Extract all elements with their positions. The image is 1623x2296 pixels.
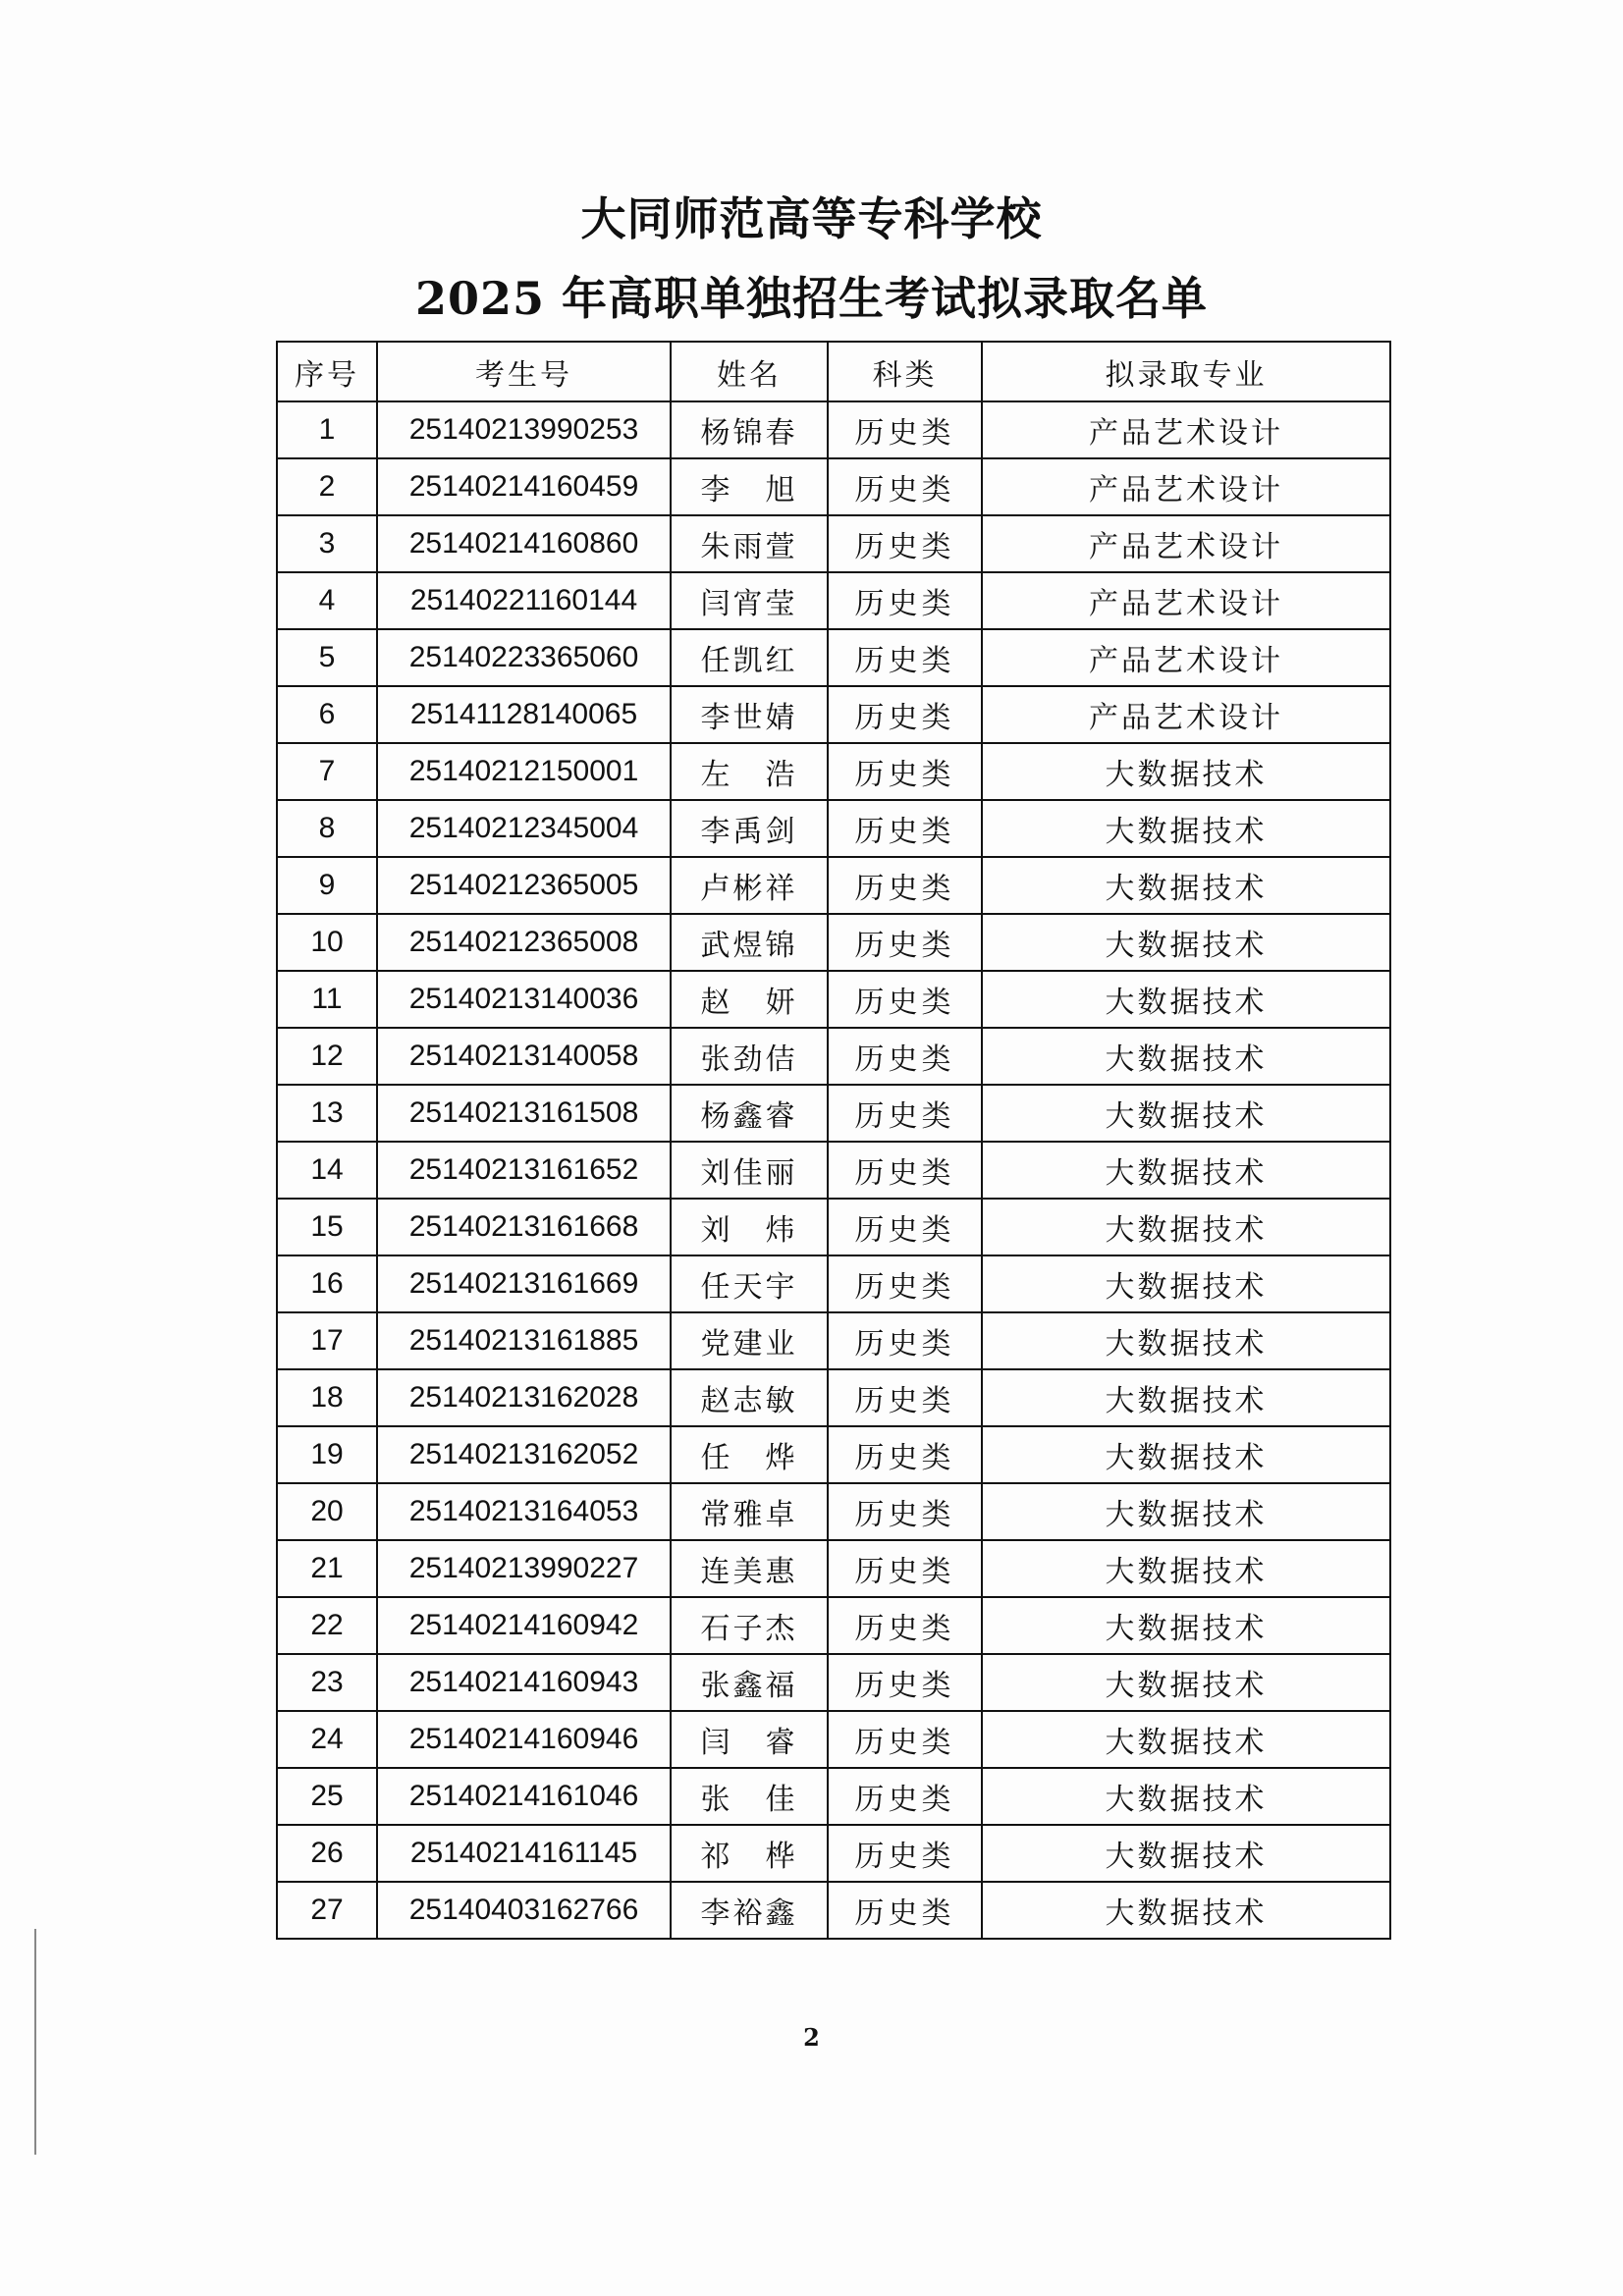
cell-major: 产品艺术设计 [982, 629, 1390, 686]
cell-candidate-id: 25140403162766 [377, 1882, 671, 1939]
cell-major: 大数据技术 [982, 857, 1390, 914]
cell-serial: 3 [277, 515, 377, 572]
cell-candidate-id: 25140213164053 [377, 1483, 671, 1540]
cell-name: 赵志敏 [671, 1369, 828, 1426]
cell-category: 历史类 [828, 800, 982, 857]
table-row [277, 971, 1390, 1028]
cell-major: 大数据技术 [982, 1882, 1390, 1939]
cell-name: 祁 桦 [671, 1825, 828, 1882]
cell-major: 大数据技术 [982, 1825, 1390, 1882]
cell-major: 大数据技术 [982, 1426, 1390, 1483]
table-row [277, 1426, 1390, 1483]
cell-major: 产品艺术设计 [982, 515, 1390, 572]
cell-name: 任凯红 [671, 629, 828, 686]
table-row [277, 401, 1390, 458]
header-name: 姓名 [671, 342, 828, 401]
cell-category: 历史类 [828, 686, 982, 743]
cell-candidate-id: 25140214161046 [377, 1768, 671, 1825]
cell-category: 历史类 [828, 1312, 982, 1369]
cell-category: 历史类 [828, 1028, 982, 1085]
cell-candidate-id: 25140214160943 [377, 1654, 671, 1711]
table-row [277, 800, 1390, 857]
cell-serial: 20 [277, 1483, 377, 1540]
cell-candidate-id: 25140214161145 [377, 1825, 671, 1882]
cell-category: 历史类 [828, 857, 982, 914]
cell-name: 李裕鑫 [671, 1882, 828, 1939]
table-row [277, 572, 1390, 629]
cell-candidate-id: 25140213140036 [377, 971, 671, 1028]
cell-major: 产品艺术设计 [982, 686, 1390, 743]
cell-major: 大数据技术 [982, 914, 1390, 971]
cell-serial: 10 [277, 914, 377, 971]
table-row [277, 1142, 1390, 1199]
table-row [277, 1540, 1390, 1597]
header-category: 科类 [828, 342, 982, 401]
cell-candidate-id: 25140213990227 [377, 1540, 671, 1597]
cell-category: 历史类 [828, 1825, 982, 1882]
cell-category: 历史类 [828, 971, 982, 1028]
header-serial: 序号 [277, 342, 377, 401]
cell-serial: 26 [277, 1825, 377, 1882]
cell-serial: 21 [277, 1540, 377, 1597]
cell-serial: 1 [277, 401, 377, 458]
cell-candidate-id: 25140212345004 [377, 800, 671, 857]
cell-major: 大数据技术 [982, 1654, 1390, 1711]
cell-major: 大数据技术 [982, 1369, 1390, 1426]
cell-name: 任天宇 [671, 1255, 828, 1312]
cell-candidate-id: 25140223365060 [377, 629, 671, 686]
cell-serial: 18 [277, 1369, 377, 1426]
cell-candidate-id: 25141128140065 [377, 686, 671, 743]
cell-name: 朱雨萱 [671, 515, 828, 572]
cell-major: 大数据技术 [982, 1142, 1390, 1199]
cell-serial: 19 [277, 1426, 377, 1483]
cell-name: 张劲佶 [671, 1028, 828, 1085]
cell-category: 历史类 [828, 743, 982, 800]
cell-serial: 8 [277, 800, 377, 857]
cell-candidate-id: 25140213990253 [377, 401, 671, 458]
cell-name: 石子杰 [671, 1597, 828, 1654]
cell-category: 历史类 [828, 1711, 982, 1768]
table-row [277, 458, 1390, 515]
table-row [277, 1369, 1390, 1426]
cell-name: 刘 炜 [671, 1199, 828, 1255]
cell-category: 历史类 [828, 401, 982, 458]
cell-category: 历史类 [828, 1540, 982, 1597]
table-row [277, 1085, 1390, 1142]
cell-major: 大数据技术 [982, 1711, 1390, 1768]
admission-table [276, 341, 1391, 1940]
table-row [277, 1255, 1390, 1312]
cell-major: 大数据技术 [982, 1028, 1390, 1085]
table-row [277, 1312, 1390, 1369]
cell-category: 历史类 [828, 1597, 982, 1654]
cell-major: 大数据技术 [982, 1199, 1390, 1255]
cell-category: 历史类 [828, 572, 982, 629]
cell-name: 闫宵莹 [671, 572, 828, 629]
page-number: 2 [803, 2023, 820, 2052]
cell-major: 产品艺术设计 [982, 572, 1390, 629]
cell-serial: 7 [277, 743, 377, 800]
cell-serial: 9 [277, 857, 377, 914]
table-row [277, 1654, 1390, 1711]
cell-name: 闫 睿 [671, 1711, 828, 1768]
cell-serial: 22 [277, 1597, 377, 1654]
cell-major: 大数据技术 [982, 1540, 1390, 1597]
cell-name: 刘佳丽 [671, 1142, 828, 1199]
table-row [277, 1483, 1390, 1540]
cell-major: 产品艺术设计 [982, 401, 1390, 458]
table-row [277, 1825, 1390, 1882]
header-major: 拟录取专业 [982, 342, 1390, 401]
cell-candidate-id: 25140213161652 [377, 1142, 671, 1199]
cell-major: 大数据技术 [982, 1483, 1390, 1540]
table-row [277, 1711, 1390, 1768]
cell-serial: 27 [277, 1882, 377, 1939]
cell-candidate-id: 25140213161668 [377, 1199, 671, 1255]
table-row [277, 743, 1390, 800]
cell-category: 历史类 [828, 1369, 982, 1426]
cell-serial: 25 [277, 1768, 377, 1825]
cell-category: 历史类 [828, 914, 982, 971]
cell-serial: 13 [277, 1085, 377, 1142]
cell-category: 历史类 [828, 1142, 982, 1199]
cell-major: 大数据技术 [982, 1312, 1390, 1369]
cell-name: 杨鑫睿 [671, 1085, 828, 1142]
cell-serial: 5 [277, 629, 377, 686]
cell-major: 大数据技术 [982, 1255, 1390, 1312]
cell-category: 历史类 [828, 458, 982, 515]
cell-candidate-id: 25140212365008 [377, 914, 671, 971]
cell-major: 大数据技术 [982, 743, 1390, 800]
table-row [277, 1597, 1390, 1654]
table-header-row [277, 342, 1390, 401]
cell-category: 历史类 [828, 1654, 982, 1711]
cell-category: 历史类 [828, 629, 982, 686]
document-title-school: 大同师范高等专科学校 [580, 192, 1043, 245]
cell-category: 历史类 [828, 1483, 982, 1540]
cell-category: 历史类 [828, 1255, 982, 1312]
cell-candidate-id: 25140214160942 [377, 1597, 671, 1654]
cell-major: 大数据技术 [982, 1597, 1390, 1654]
cell-major: 大数据技术 [982, 1768, 1390, 1825]
table-row [277, 914, 1390, 971]
cell-category: 历史类 [828, 1085, 982, 1142]
document-title-list: 2025 年高职单独招生考试拟录取名单 [414, 272, 1209, 325]
cell-serial: 11 [277, 971, 377, 1028]
cell-serial: 16 [277, 1255, 377, 1312]
cell-name: 李禹剑 [671, 800, 828, 857]
table-row [277, 515, 1390, 572]
cell-candidate-id: 25140213161669 [377, 1255, 671, 1312]
cell-name: 左 浩 [671, 743, 828, 800]
cell-candidate-id: 25140214160946 [377, 1711, 671, 1768]
scan-edge-mark [34, 1929, 36, 2155]
cell-major: 产品艺术设计 [982, 458, 1390, 515]
cell-candidate-id: 25140213162028 [377, 1369, 671, 1426]
header-candidate-id: 考生号 [377, 342, 671, 401]
table-row [277, 1882, 1390, 1939]
cell-name: 连美惠 [671, 1540, 828, 1597]
cell-serial: 2 [277, 458, 377, 515]
cell-candidate-id: 25140213162052 [377, 1426, 671, 1483]
cell-major: 大数据技术 [982, 800, 1390, 857]
cell-name: 杨锦春 [671, 401, 828, 458]
cell-serial: 23 [277, 1654, 377, 1711]
cell-name: 赵 妍 [671, 971, 828, 1028]
cell-serial: 4 [277, 572, 377, 629]
cell-category: 历史类 [828, 1199, 982, 1255]
cell-candidate-id: 25140213161508 [377, 1085, 671, 1142]
cell-name: 张 佳 [671, 1768, 828, 1825]
cell-candidate-id: 25140213161885 [377, 1312, 671, 1369]
cell-name: 卢彬祥 [671, 857, 828, 914]
cell-name: 李世婧 [671, 686, 828, 743]
cell-major: 大数据技术 [982, 1085, 1390, 1142]
cell-name: 武煜锦 [671, 914, 828, 971]
table-row [277, 1028, 1390, 1085]
cell-serial: 6 [277, 686, 377, 743]
cell-serial: 24 [277, 1711, 377, 1768]
cell-major: 大数据技术 [982, 971, 1390, 1028]
table-row [277, 857, 1390, 914]
cell-category: 历史类 [828, 1426, 982, 1483]
cell-category: 历史类 [828, 515, 982, 572]
table-row [277, 629, 1390, 686]
cell-serial: 15 [277, 1199, 377, 1255]
cell-name: 党建业 [671, 1312, 828, 1369]
cell-name: 任 烨 [671, 1426, 828, 1483]
cell-candidate-id: 25140213140058 [377, 1028, 671, 1085]
cell-candidate-id: 25140212365005 [377, 857, 671, 914]
cell-name: 李 旭 [671, 458, 828, 515]
table-row [277, 1199, 1390, 1255]
cell-serial: 12 [277, 1028, 377, 1085]
cell-category: 历史类 [828, 1882, 982, 1939]
cell-name: 张鑫福 [671, 1654, 828, 1711]
cell-candidate-id: 25140214160459 [377, 458, 671, 515]
cell-serial: 14 [277, 1142, 377, 1199]
table-row [277, 686, 1390, 743]
cell-candidate-id: 25140214160860 [377, 515, 671, 572]
cell-serial: 17 [277, 1312, 377, 1369]
table-row [277, 1768, 1390, 1825]
cell-name: 常雅卓 [671, 1483, 828, 1540]
cell-candidate-id: 25140212150001 [377, 743, 671, 800]
cell-candidate-id: 25140221160144 [377, 572, 671, 629]
cell-category: 历史类 [828, 1768, 982, 1825]
